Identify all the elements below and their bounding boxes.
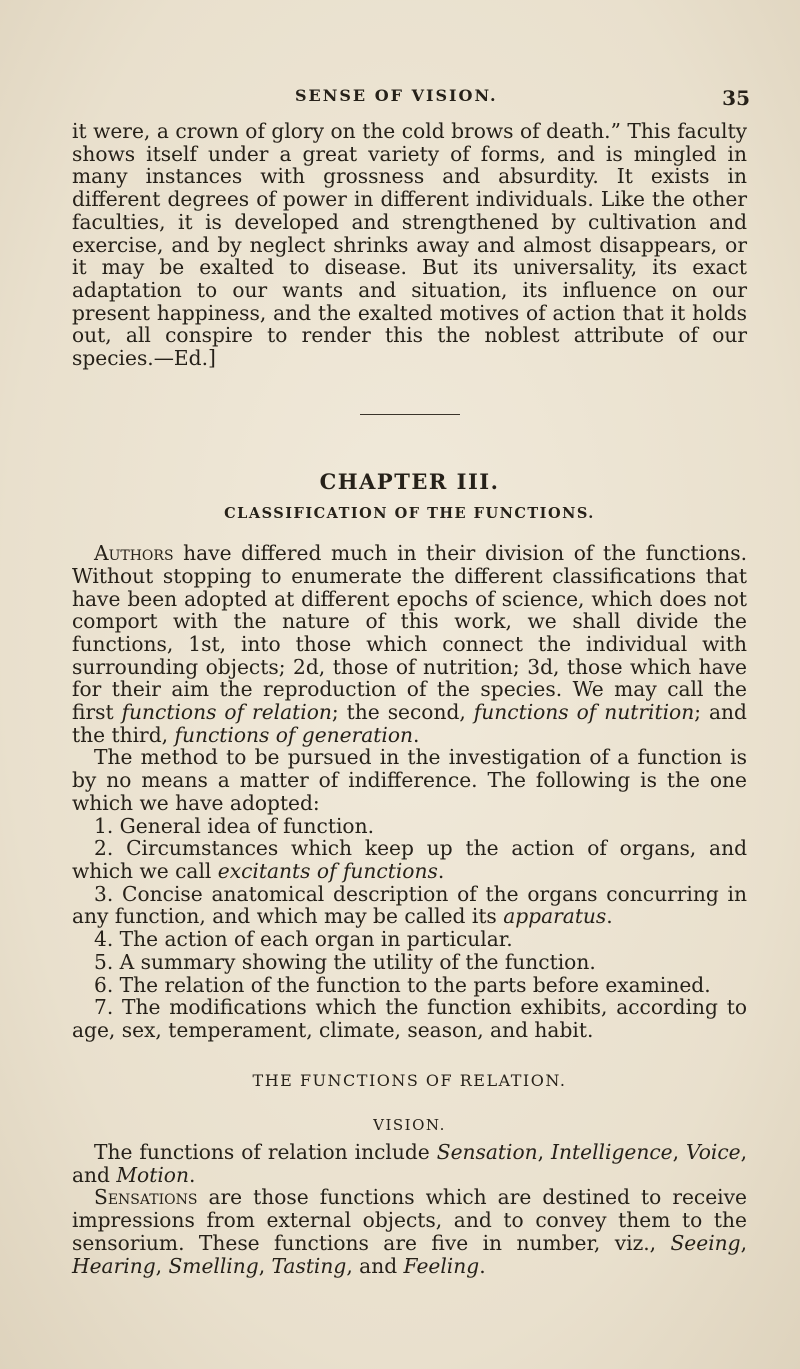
list-item: 4. The action of each organ in particular. — [94, 927, 513, 952]
paragraph-method: The method to be pursued in the investigation of a function is by no means a matter of indifference. The following is the one which we have adopted: — [72, 745, 747, 815]
page-number: 35 — [722, 86, 750, 110]
chapter-heading: CHAPTER III. — [319, 468, 500, 494]
paragraph-classification: Authors have differed much in their division of the functions. Without stopping to enumerate the different classifications that have been adopted at different epochs of science, which does not comport with the nature of this work, we shall divide the functions, 1st, into those which connect the individual with surrounding objects; 2d, those of nutrition; 3d, those which have for their aim the reproduction of the species. We may call the first functions of relation; the second, functions of nutrition; and the third, functions of generation. — [72, 541, 747, 747]
section-heading: THE FUNCTIONS OF RELATION. — [252, 1070, 567, 1090]
page-body — [72, 120, 747, 1277]
intro-paragraph: it were, a crown of glory on the cold brows of death.” This faculty shows itself under a great variety of forms, and is mingled in many instances with grossness and absurdity. It exists in different degrees of power in different individuals. Like the other faculties, it is developed and strengthened by cultivation and exercise, and by neglect shrinks away and almost disappears, or it may be exalted to disease. But its universality, its exact adaptation to our wants and situation, its influence on our present happiness, and the exalted motives of action that it holds out, all conspire to render this the noblest attribute of our species.—Ed.] — [72, 119, 747, 371]
method-list — [72, 815, 747, 1042]
paragraph-relation: The functions of relation include Sensation, Intelligence, Voice, and Motion. — [72, 1140, 747, 1187]
list-item: 1. General idea of function. — [94, 813, 375, 838]
list-item: 6. The relation of the function to the parts before examined. — [94, 972, 711, 997]
paragraph-sensations: Sensations are those functions which are destined to receive impressions from external objects, and to convey them to the sensorium. These functions are five in number, viz., Seeing, Hearing, Smelling, Tasting, and Feeling. — [72, 1185, 747, 1278]
chapter-subheading: CLASSIFICATION OF THE FUNCTIONS. — [224, 505, 595, 523]
list-item: 2. Circumstances which keep up the action of organs, and which we call excitants of functions. — [72, 836, 747, 883]
lead-word: Sensations — [94, 1185, 198, 1210]
list-item: 5. A summary showing the utility of the function. — [94, 949, 596, 974]
lead-word: Authors — [94, 541, 174, 566]
subsection-heading: VISION. — [373, 1116, 446, 1135]
list-item: 7. The modifications which the function exhibits, according to age, sex, temperament, climate, season, and habit. — [72, 995, 747, 1042]
running-title: SENSE OF VISION. — [295, 86, 498, 105]
section-divider — [360, 414, 460, 415]
list-item: 3. Concise anatomical description of the organs concurring in any function, and which may be called its apparatus. — [72, 881, 747, 929]
